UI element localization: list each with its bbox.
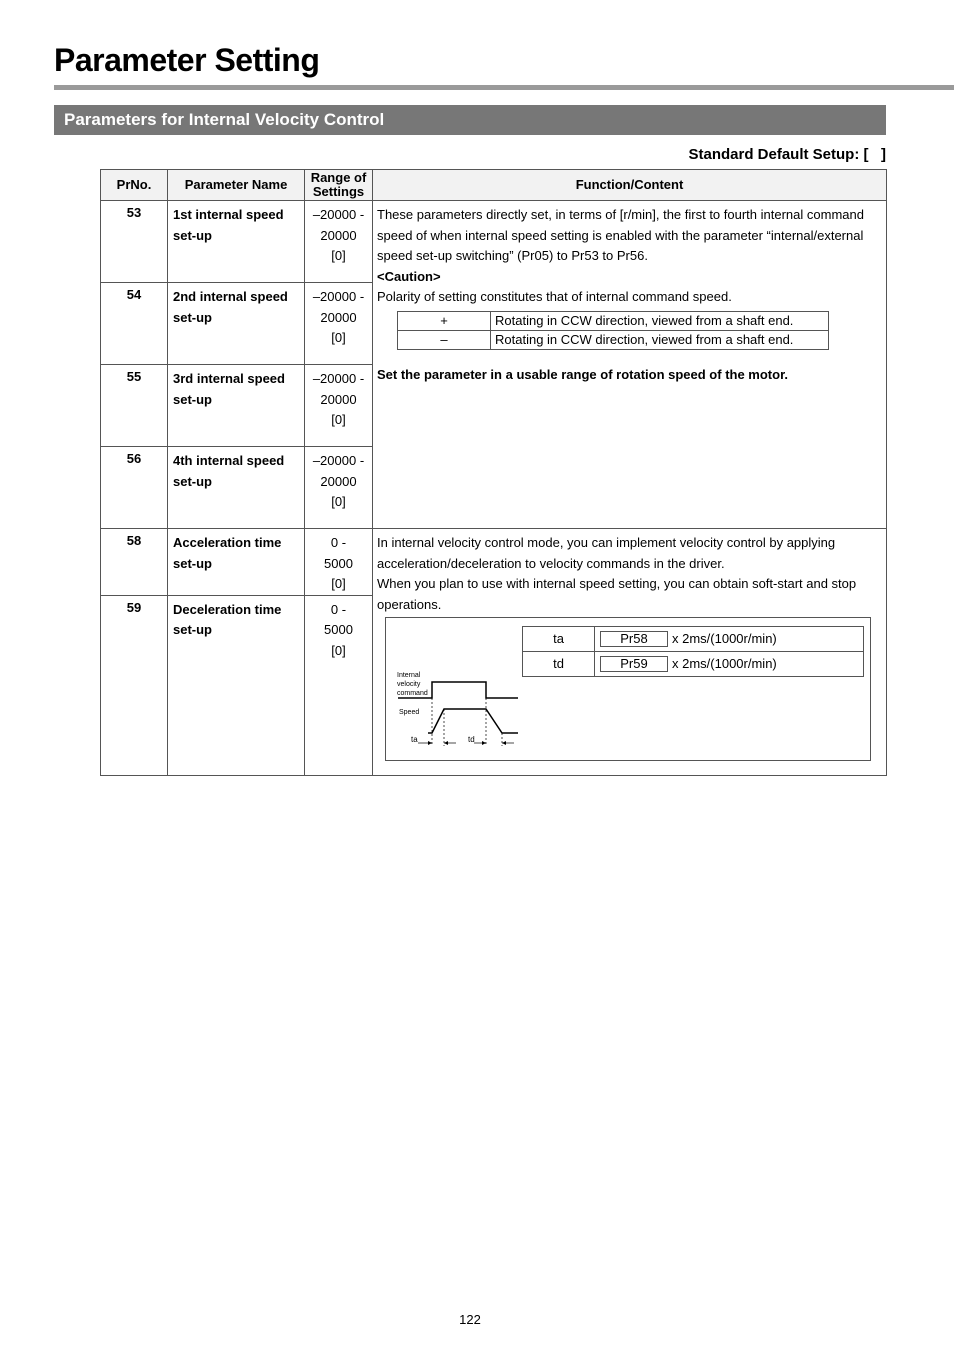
- range-min: –20000 -: [312, 453, 365, 468]
- polarity-desc: Rotating in CCW direction, viewed from a shaft end.: [491, 311, 829, 330]
- param-name: 3rd internal speed set-up: [168, 365, 305, 447]
- param-range: [305, 447, 373, 529]
- range-default: [0]: [331, 330, 346, 345]
- param-number: 53: [101, 201, 168, 283]
- speed-waveform-line: [428, 709, 518, 733]
- ta-arrowhead: [428, 741, 432, 745]
- cmd-label-line1: Internal: [397, 672, 421, 679]
- standard-default-setup: Standard Default Setup: [ ]: [688, 146, 886, 163]
- timing-table: [522, 626, 864, 677]
- cmd-label-line3: command: [397, 690, 428, 697]
- td-arrowhead: [482, 741, 486, 745]
- polarity-row: [398, 330, 829, 349]
- polarity-desc: Rotating in CCW direction, viewed from a shaft end.: [491, 330, 829, 349]
- polarity-sign: +: [398, 311, 491, 330]
- range-default: [0]: [331, 248, 346, 263]
- timing-diagram: [385, 617, 871, 761]
- param-range: [305, 201, 373, 283]
- function-accel-decel: [373, 529, 887, 776]
- timing-value: [595, 627, 864, 652]
- timing-label: td: [523, 652, 595, 677]
- speed-description: These parameters directly set, in terms of [r/min], the first to fourth internal command speed of when internal speed setting is enabled with the parameter “internal/external speed set-up switching” (Pr05) to Pr53 to Pr56.: [377, 207, 864, 263]
- header-prno: PrNo.: [101, 170, 168, 201]
- timing-param: Pr58: [600, 631, 668, 647]
- range-max: 5000: [324, 622, 353, 637]
- softstart-description: When you plan to use with internal speed setting, you can obtain soft-start and stop operations.: [377, 576, 857, 612]
- range-default: [0]: [331, 642, 346, 658]
- header-range-line2: Settings: [312, 184, 365, 199]
- param-name: 4th internal speed set-up: [168, 447, 305, 529]
- param-range: [305, 283, 373, 365]
- range-default: [0]: [331, 576, 346, 591]
- td-label: td: [468, 735, 475, 744]
- param-name: Acceleration time set-up: [168, 529, 305, 596]
- polarity-row: [398, 311, 829, 330]
- polarity-sign: –: [398, 330, 491, 349]
- section-header: Parameters for Internal Velocity Control: [54, 105, 886, 135]
- range-max: 5000: [324, 555, 353, 571]
- function-speed-setup: [373, 201, 887, 529]
- range-min: –20000 -: [312, 371, 365, 386]
- range-max: 20000: [320, 227, 357, 243]
- param-number: 55: [101, 365, 168, 447]
- table-row: [101, 201, 887, 283]
- param-number: 54: [101, 283, 168, 365]
- header-function: Function/Content: [373, 170, 887, 201]
- param-name: 2nd internal speed set-up: [168, 283, 305, 365]
- range-default: [0]: [331, 494, 346, 509]
- header-range: [305, 170, 373, 201]
- range-max: 20000: [320, 309, 357, 325]
- polarity-table: [397, 311, 829, 350]
- td-arrowhead-right: [502, 741, 506, 745]
- param-name: 1st internal speed set-up: [168, 201, 305, 283]
- range-default: [0]: [331, 412, 346, 427]
- ta-label: ta: [411, 735, 418, 744]
- range-max: 20000: [320, 391, 357, 407]
- param-range: [305, 365, 373, 447]
- param-name: Deceleration time set-up: [168, 595, 305, 775]
- param-number: 58: [101, 529, 168, 596]
- table-row: [101, 529, 887, 596]
- page-number: 122: [459, 1312, 481, 1327]
- timing-value: [595, 652, 864, 677]
- header-parameter-name: Parameter Name: [168, 170, 305, 201]
- range-min: 0 -: [330, 601, 347, 617]
- timing-unit: x 2ms/(1000r/min): [672, 631, 777, 646]
- usable-range-note: Set the parameter in a usable range of rotation speed of the motor.: [377, 366, 789, 382]
- param-range: [305, 595, 373, 775]
- caution-heading: <Caution>: [377, 268, 441, 284]
- range-min: –20000 -: [312, 289, 365, 304]
- timing-unit: x 2ms/(1000r/min): [672, 656, 777, 671]
- param-range: [305, 529, 373, 596]
- timing-row: [523, 627, 864, 652]
- header-range-line1: Range of: [310, 170, 367, 185]
- parameter-table: [100, 169, 887, 776]
- timing-row: [523, 652, 864, 677]
- param-number: 59: [101, 595, 168, 775]
- range-min: 0 -: [330, 535, 347, 550]
- cmd-label-line2: velocity: [397, 681, 421, 688]
- speed-waveform: [394, 668, 534, 758]
- timing-label: ta: [523, 627, 595, 652]
- timing-param: Pr59: [600, 656, 668, 672]
- param-number: 56: [101, 447, 168, 529]
- range-min: –20000 -: [312, 207, 365, 222]
- title-rule: [54, 85, 954, 90]
- range-max: 20000: [320, 473, 357, 489]
- table-header-row: [101, 170, 887, 201]
- page-title: Parameter Setting: [54, 42, 320, 78]
- speed-label: Speed: [399, 709, 420, 716]
- polarity-description: Polarity of setting constitutes that of internal command speed.: [377, 289, 732, 304]
- ta-arrowhead-right: [444, 741, 448, 745]
- accel-description: In internal velocity control mode, you can implement velocity control by applying acceleration/deceleration to velocity commands in the driver.: [377, 535, 836, 571]
